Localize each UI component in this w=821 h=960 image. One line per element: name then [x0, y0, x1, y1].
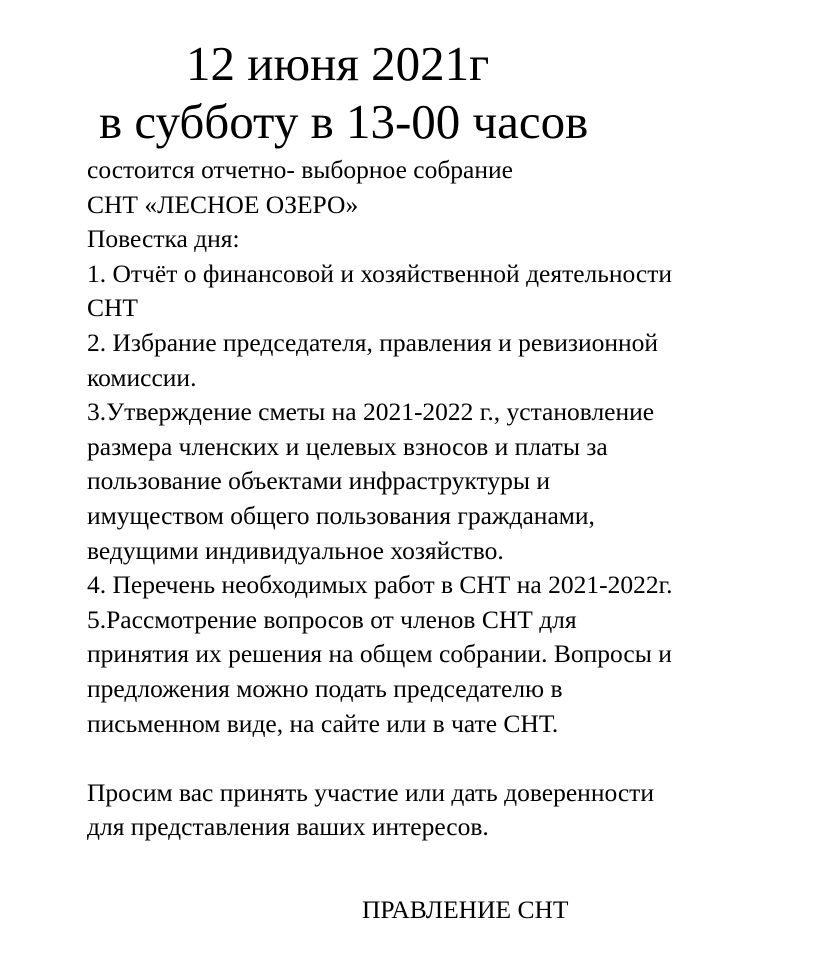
intro-line: состоится отчетно- выборное собрание [87, 155, 513, 184]
agenda-item-line: ведущими индивидуальное хозяйство. [87, 535, 504, 565]
agenda-title: Повестка дня: [87, 224, 240, 254]
agenda-item-line: 2. Избрание председателя, правления и ревизионной [87, 327, 659, 357]
agenda-item-line: 5.Рассмотрение вопросов от членов СНТ для [87, 604, 577, 634]
agenda-item-line: 1. Отчёт о финансовой и хозяйственной деятельности [87, 258, 673, 288]
meeting-date: 12 июня 2021г [186, 36, 490, 91]
appeal-line: для представления ваших интересов. [87, 812, 489, 842]
agenda-item-3 [87, 395, 812, 568]
agenda-item-4 [87, 568, 812, 603]
agenda-item-line: 3.Утверждение сметы на 2021-2022 г., установление [87, 397, 655, 427]
agenda-item-line: 4. Перечень необходимых работ в СНТ на 2021-2022г. [87, 570, 673, 600]
organization-name: СНТ «ЛЕСНОЕ ОЗЕРО» [87, 189, 359, 219]
announcement-body [87, 153, 812, 845]
agenda-item-line: размера членских и целевых взносов и платы за [87, 431, 608, 461]
agenda-item-line: СНТ [87, 293, 138, 323]
agenda-item-line: комиссии. [87, 362, 197, 392]
agenda-item-line: письменном виде, на сайте или в чате СНТ. [87, 708, 559, 738]
agenda-item-line: предложения можно подать председателю в [87, 673, 563, 703]
paragraph-gap [87, 741, 812, 776]
agenda-item-5 [87, 603, 812, 741]
appeal-paragraph [87, 776, 812, 845]
agenda-item-1 [87, 257, 812, 326]
agenda-item-line: принятия их решения на общем собрании. Вопросы и [87, 639, 672, 669]
agenda-item-line: имуществом общего пользования гражданами, [87, 500, 595, 530]
signature: ПРАВЛЕНИЕ СНТ [362, 895, 569, 924]
agenda-item-line: пользование объектами инфраструктуры и [87, 466, 551, 496]
meeting-time: в субботу в 13-00 часов [99, 94, 589, 149]
appeal-line: Просим вас принять участие или дать доверенности [87, 777, 654, 807]
agenda-item-2 [87, 326, 812, 395]
